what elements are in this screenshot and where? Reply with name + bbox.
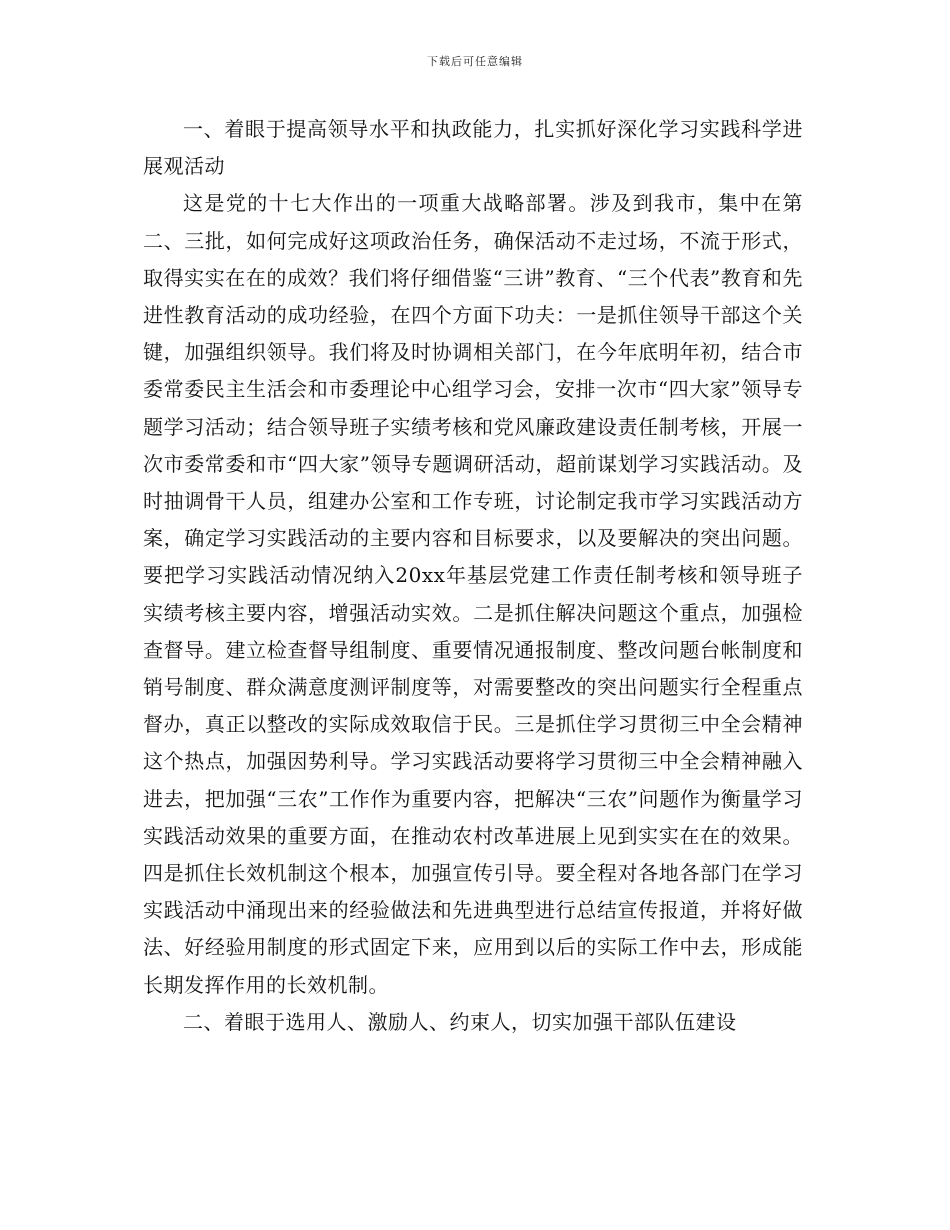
document-body <box>143 111 803 1041</box>
section-heading-2: 二、着眼于选用人、激励人、约束人，切实加强干部队伍建设 <box>183 1009 737 1034</box>
page-header-note: 下载后可任意编辑 <box>427 55 523 68</box>
body-paragraph: 这是党的十七大作出的一项重大战略部署。涉及到我市，集中在第二、三批，如何完成好这项政治任务，确保活动不走过场，不流于形式，取得实实在在的成效？我们将仔细借鉴“三讲”教育、“三个代表”教育和先进性教育活动的成功经验，在四个方面下功夫：一是抓住领导干部这个关键，加强组织领导。我们将及时协调相关部门，在今年底明年初，结合市委常委民主生活会和市委理论中心组学习会，安排一次市“四大家”领导专题学习活动；结合领导班子实绩考核和党风廉政建设责任制考核，开展一次市委常委和市“四大家”领导专题调研活动，超前谋划学习实践活动。及时抽调骨干人员，组建办公室和工作专班，讨论制定我市学习实践活动方案，确定学习实践活动的主要内容和目标要求，以及要解决的突出问题。要把学习实践活动情况纳入20xx年基层党建工作责任制考核和领导班子实绩考核主要内容，增强活动实效。二是抓住解决问题这个重点，加强检查督导。建立检查督导组制度、重要情况通报制度、整改问题台帐制度和销号制度、群众满意度测评制度等，对需要整改的突出问题实行全程重点督办，真正以整改的实际成效取信于民。三是抓住学习贯彻三中全会精神这个热点，加强因势利导。学习实践活动要将学习贯彻三中全会精神融入进去，把加强“三农”工作作为重要内容，把解决“三农”问题作为衡量学习实践活动效果的重要方面，在推动农村改革进展上见到实实在在的效果。四是抓住长效机制这个根本，加强宣传引导。要全程对各地各部门在学习实践活动中涌现出来的经验做法和先进典型进行总结宣传报道，并将好做法、好经验用制度的形式固定下来，应用到以后的实际工作中去，形成能长期发挥作用的长效机制。 <box>143 191 803 997</box>
section-heading-1: 一、着眼于提高领导水平和执政能力，扎实抓好深化学习实践科学进展观活动 <box>143 117 803 179</box>
